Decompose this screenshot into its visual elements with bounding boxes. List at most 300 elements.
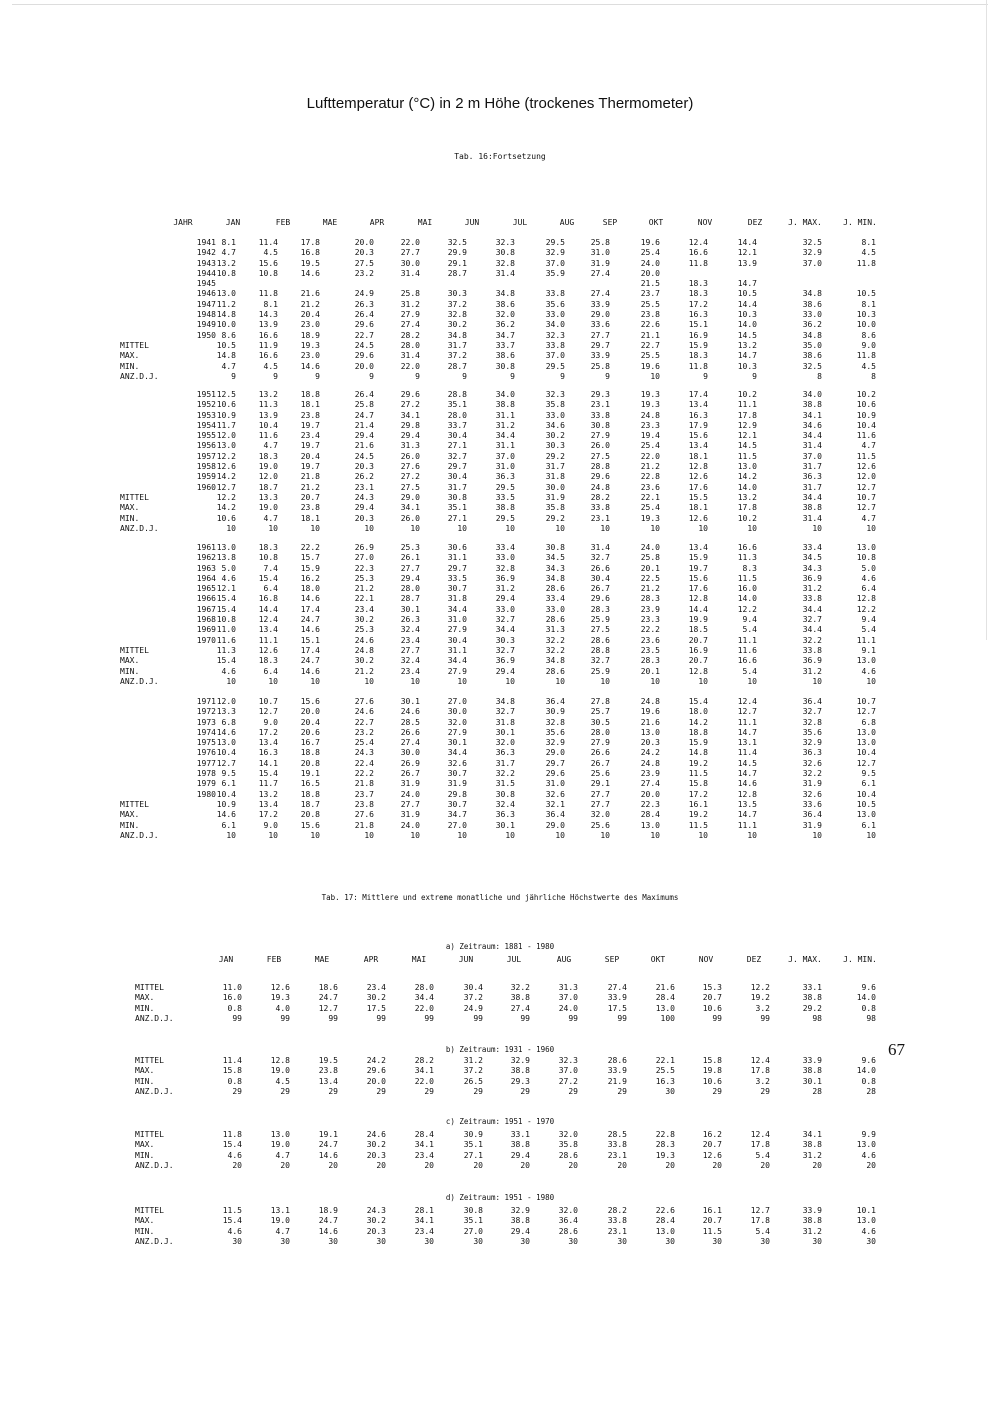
table-cell: 29 [617,1086,627,1096]
table-cell: 28 [812,1086,822,1096]
table-cell: 38.8 [802,503,822,513]
table-cell: 24.5 [354,451,374,461]
table-cell: 7.4 [263,563,278,573]
table-cell: 21.6 [300,289,320,299]
table-cell: 10 [698,523,708,533]
table-cell: 37.0 [545,258,565,268]
table-cell: 9.4 [861,615,876,625]
table-cell: 11.0 [216,625,236,635]
table-cell: 11.1 [258,635,278,645]
table-cell: 29.2 [545,451,565,461]
table-cell: 19.6 [640,361,660,371]
table-cell: 6.8 [221,717,236,727]
table-cell: 30 [665,1236,675,1246]
row-label: MAX. [120,503,140,513]
table-cell: 36.9 [495,656,515,666]
summary-row [135,1014,895,1024]
table-cell: 25.8 [590,361,610,371]
table-cell: 25.4 [640,441,660,451]
table-cell: 12.2 [216,451,236,461]
table-cell: 3.2 [755,1076,770,1086]
table-cell: 29.5 [545,361,565,371]
year-row [120,320,890,330]
summary-row [120,341,890,351]
table-cell: 31.9 [802,779,822,789]
table-cell: 27.4 [400,738,420,748]
table-cell: 33.5 [447,573,467,583]
table-cell: 28.2 [590,492,610,502]
table-cell: 33.6 [590,320,610,330]
table-cell: 14.6 [737,779,757,789]
table-cell: 14.0 [737,482,757,492]
table-cell: 99 [328,1013,338,1023]
year-row [120,636,890,646]
table-cell: 12.8 [688,594,708,604]
table-cell: 20 [665,1160,675,1170]
table-cell: 26.1 [400,553,420,563]
table-cell: 6.1 [861,820,876,830]
period-block [135,1206,895,1247]
table-cell: 33.8 [590,503,610,513]
table-cell: 32.2 [545,635,565,645]
table-cell: 10.7 [856,492,876,502]
table-cell: 29 [328,1086,338,1096]
table-cell: 31.9 [802,820,822,830]
table-cell: 23.7 [354,789,374,799]
table-cell: 20.3 [354,462,374,472]
table-cell: 20 [328,1160,338,1170]
table-cell: 20.0 [354,361,374,371]
table-cell: 10 [747,523,757,533]
row-label: MAX. [135,1066,155,1076]
table-cell: 33.5 [495,492,515,502]
row-year: 1967 [196,604,216,614]
table-cell: 4.5 [861,248,876,258]
table-cell: 16.3 [258,748,278,758]
table-cell: 10.6 [702,1003,722,1013]
table-cell: 10 [410,830,420,840]
table-cell: 25.4 [640,248,660,258]
table-cell: 38.6 [802,351,822,361]
table-cell: 10.4 [856,748,876,758]
table-cell: 23.8 [318,1066,338,1076]
table-cell: 21.8 [354,779,374,789]
table-cell: 32.7 [590,553,610,563]
table-cell: 36.4 [802,810,822,820]
table-cell: 34.4 [447,656,467,666]
table-cell: 29 [232,1086,242,1096]
table-cell: 30.8 [495,789,515,799]
table-cell: 13.0 [856,1140,876,1150]
table-cell: 11.6 [856,431,876,441]
year-row [120,269,890,279]
table-cell: 32.0 [558,1206,578,1215]
table-cell: 10.0 [856,320,876,330]
table-cell: 10.8 [258,268,278,278]
table-cell: 33.4 [545,594,565,604]
table-cell: 28.8 [590,462,610,472]
table-cell: 13.1 [737,738,757,748]
table-cell: 6.1 [221,779,236,789]
table-cell: 25.9 [590,615,610,625]
table-cell: 30.3 [545,441,565,451]
table-cell: 11.5 [222,1206,242,1215]
table-cell: 31.2 [400,299,420,309]
table-cell: 24.2 [366,1056,386,1065]
table-cell: 6.8 [861,717,876,727]
table-cell: 14.6 [318,1226,338,1236]
table-cell: 14.6 [216,810,236,820]
table-cell: 29.4 [354,431,374,441]
table-cell: 27.6 [354,697,374,706]
table-cell: 36.9 [802,656,822,666]
table-cell: 11.8 [222,1130,242,1139]
table-cell: 33.8 [607,1140,627,1150]
table-cell: 21.4 [354,420,374,430]
table-cell: 30.4 [463,983,483,992]
table-cell: 12.8 [688,462,708,472]
table-cell: 12.7 [856,503,876,513]
table-cell: 29.8 [447,789,467,799]
column-header-sep: SEP [602,218,618,227]
table-cell: 32.9 [510,1056,530,1065]
table-cell: 30.2 [354,615,374,625]
table-cell: 12.0 [216,431,236,441]
page-number: 67 [888,1040,905,1059]
period-label: a) Zeitraum: 1881 - 1980 [445,942,555,951]
table-cell: 23.6 [640,482,660,492]
table-cell: 21.5 [640,279,660,289]
row-year: 1969 [196,625,216,635]
table-cell: 36.2 [495,320,515,330]
year-row [120,615,890,625]
table-cell: 23.1 [590,513,610,523]
table-cell: 20 [473,1160,483,1170]
summary-row [135,1077,895,1087]
decade-block [120,238,890,382]
table-cell: 9.0 [861,340,876,350]
table-subtitle: Tab. 16:Fortsetzung [454,152,546,161]
table-cell: 20 [712,1160,722,1170]
table-cell: 29.0 [545,820,565,830]
decade-block [120,390,890,534]
table-cell: 27.5 [354,258,374,268]
table-cell: 10.9 [216,799,236,809]
table-cell: 19.3 [300,340,320,350]
table-cell: 28.4 [640,810,660,820]
table-cell: 35.8 [545,400,565,410]
table-cell: 15.8 [222,1066,242,1076]
table-cell: 30.2 [366,993,386,1003]
table-cell: 12.7 [216,482,236,492]
table-cell: 24.7 [318,1216,338,1226]
table-cell: 10 [600,830,610,840]
table-cell: 34.3 [802,563,822,573]
table-cell: 32.8 [545,717,565,727]
table-cell: 17.4 [300,604,320,614]
table-cell: 5.4 [742,666,757,676]
table-cell: 36.4 [802,697,822,706]
table-cell: 19.9 [688,615,708,625]
table-cell: 38.8 [802,993,822,1003]
table-cell: 28.6 [558,1226,578,1236]
table-cell: 18.3 [258,656,278,666]
table-cell: 26.0 [400,451,420,461]
table-cell: 26.5 [463,1076,483,1086]
table-cell: 10 [555,523,565,533]
table-cell: 27.6 [400,462,420,472]
table-cell: 11.1 [856,635,876,645]
table-cell: 19.7 [688,563,708,573]
year-row [120,411,890,421]
table-cell: 16.5 [300,779,320,789]
table-cell: 16.1 [688,799,708,809]
table-cell: 10 [226,676,236,686]
row-label: ANZ.D.J. [135,1236,174,1246]
column-header-mai: MAI [417,218,433,227]
table-cell: 21.2 [640,584,660,594]
table-cell: 15.4 [688,697,708,706]
row-label: MIN. [120,820,140,830]
summary-row [120,372,890,382]
table-cell: 15.8 [702,1056,722,1065]
table-cell: 34.4 [447,748,467,758]
table-cell: 22.3 [354,563,374,573]
table-cell: 4.6 [221,666,236,676]
table-cell: 26.6 [590,563,610,573]
table-cell: 10 [866,523,876,533]
table-cell: 21.6 [655,983,675,992]
table-cell: 30.2 [366,1216,386,1226]
table-cell: 10 [310,523,320,533]
table-cell: 16.6 [737,656,757,666]
table-cell: 12.1 [737,431,757,441]
table-cell: 10 [457,830,467,840]
row-label: MAX. [120,656,140,666]
table-cell: 32.4 [495,799,515,809]
table-cell: 5.4 [742,625,757,635]
table-cell: 11.3 [258,400,278,410]
table-cell: 29.4 [510,1150,530,1160]
table-cell: 38.6 [802,299,822,309]
table-cell: 29.6 [366,1066,386,1076]
row-label: MITTEL [120,492,149,502]
table-cell: 37.2 [463,1066,483,1076]
year-row [120,390,890,400]
table-cell: 24.9 [463,1003,483,1013]
table-cell: 8 [871,371,876,381]
table-cell: 24.9 [354,289,374,299]
table-cell: 18.3 [688,289,708,299]
table-cell: 26.9 [354,543,374,552]
year-row [120,718,890,728]
table-cell: 9 [752,371,757,381]
row-year: 1959 [196,472,216,482]
table-cell: 30.4 [447,431,467,441]
column-header-jan: JAN [225,218,241,227]
table-cell: 34.7 [495,330,515,340]
year-row [120,421,890,431]
row-label: MIN. [120,666,140,676]
table-cell: 30.0 [447,707,467,717]
row-year: 1970 [196,635,216,645]
table-cell: 33.4 [802,543,822,552]
row-year: 1961 [196,543,216,552]
table-cell: 16.8 [258,594,278,604]
table-cell: 4.5 [263,248,278,258]
table-cell: 11.7 [216,420,236,430]
column-header-dez: DEZ [746,955,762,964]
table-cell: 32.2 [510,983,530,992]
table-cell: 31.8 [545,472,565,482]
table-cell: 31.4 [400,351,420,361]
table-cell: 32.5 [802,361,822,371]
table-cell: 15.6 [688,431,708,441]
table-cell: 10 [812,676,822,686]
table-cell: 4.6 [861,573,876,583]
table-cell: 20.3 [354,513,374,523]
table-cell: 11.2 [216,299,236,309]
table-cell: 20.1 [640,666,660,676]
table-cell: 18.5 [688,625,708,635]
row-year: 1971 [196,697,216,706]
table-cell: 12.2 [216,492,236,502]
table-cell: 32.7 [590,656,610,666]
table-cell: 23.8 [300,503,320,513]
table-cell: 20.0 [640,268,660,278]
table-cell: 33.0 [545,410,565,420]
table-cell: 20 [568,1160,578,1170]
table-cell: 99 [473,1013,483,1023]
summary-row [135,993,895,1003]
table-cell: 23.2 [354,727,374,737]
table-cell: 30.4 [447,635,467,645]
table-cell: 31.4 [495,268,515,278]
table-cell: 37.0 [802,258,822,268]
table-cell: 10 [600,676,610,686]
table-cell: 36.3 [495,472,515,482]
table-cell: 18.3 [688,279,708,289]
table-cell: 15.4 [216,604,236,614]
table-cell: 27.4 [590,289,610,299]
table-cell: 36.3 [802,748,822,758]
table-cell: 29 [280,1086,290,1096]
table-cell: 33.8 [802,645,822,655]
table-cell: 23.6 [640,635,660,645]
table-cell: 31.2 [802,666,822,676]
table-cell: 16.6 [258,351,278,361]
table-cell: 32.3 [495,238,515,247]
table-cell: 30.2 [447,320,467,330]
table-cell: 27.5 [590,625,610,635]
table-cell: 31.7 [447,482,467,492]
table-cell: 30 [712,1236,722,1246]
table-cell: 32.0 [447,717,467,727]
table-cell: 20 [866,1160,876,1170]
row-label: MAX. [135,1140,155,1150]
table-cell: 10.1 [856,1206,876,1215]
table-cell: 13.4 [688,400,708,410]
table-cell: 36.4 [558,1216,578,1226]
table-cell: 28.5 [607,1130,627,1139]
table-cell: 29 [473,1086,483,1096]
table-cell: 31.9 [400,810,420,820]
row-year: 1948 [196,310,216,320]
table-cell: 24.3 [354,492,374,502]
table-cell: 34.8 [545,573,565,583]
table-cell: 4.6 [221,573,236,583]
row-year: 1958 [196,462,216,472]
table-cell: 12.1 [216,584,236,594]
year-row [120,462,890,472]
table-cell: 21.2 [300,299,320,309]
table-cell: 33.0 [802,310,822,320]
table-cell: 30.9 [463,1130,483,1139]
table-cell: 31.7 [545,462,565,472]
table-cell: 10 [698,676,708,686]
table-cell: 30.3 [495,635,515,645]
table-cell: 34.4 [802,604,822,614]
table-cell: 25.9 [590,666,610,676]
table-cell: 21.9 [607,1076,627,1086]
table-cell: 8 [817,371,822,381]
table-cell: 34.1 [400,503,420,513]
table-cell: 13.2 [737,492,757,502]
table-cell: 32.6 [802,789,822,799]
table-cell: 30 [760,1236,770,1246]
column-header-mai: MAI [411,955,427,964]
table-cell: 10.4 [216,789,236,799]
table-cell: 24.8 [640,758,660,768]
table-cell: 11.7 [258,779,278,789]
table-cell: 15.6 [300,697,320,706]
column-header-jahr: JAHR [173,218,193,227]
table-cell: 28 [866,1086,876,1096]
table-cell: 28.0 [447,410,467,420]
table-cell: 38.8 [495,400,515,410]
table-cell: 14.6 [216,727,236,737]
table-cell: 19.5 [300,258,320,268]
table-cell: 15.8 [688,779,708,789]
column-header-jun: JUN [464,218,480,227]
table-cell: 27.7 [590,799,610,809]
summary-row [120,810,890,820]
table-cell: 19.3 [640,400,660,410]
table-cell: 10.5 [737,289,757,299]
table-cell: 14.4 [258,604,278,614]
table-cell: 22.6 [640,320,660,330]
row-year: 1952 [196,400,216,410]
table-cell: 19.0 [270,1216,290,1226]
table-cell: 10 [866,830,876,840]
table-cell: 32.7 [495,615,515,625]
table-cell: 11.9 [258,340,278,350]
table-cell: 10 [650,830,660,840]
table-cell: 37.0 [495,451,515,461]
table-cell: 24.3 [366,1206,386,1215]
table-cell: 17.4 [300,645,320,655]
table-cell: 27.6 [354,810,374,820]
table-cell: 10.2 [737,513,757,523]
table-cell: 34.6 [802,420,822,430]
summary-row [135,1206,895,1216]
row-label: ANZ.D.J. [120,371,159,381]
table-cell: 31.3 [558,983,578,992]
table-cell: 24.0 [558,1003,578,1013]
table-cell: 20.8 [300,758,320,768]
table-cell: 33.7 [447,420,467,430]
table-cell: 30.0 [400,748,420,758]
